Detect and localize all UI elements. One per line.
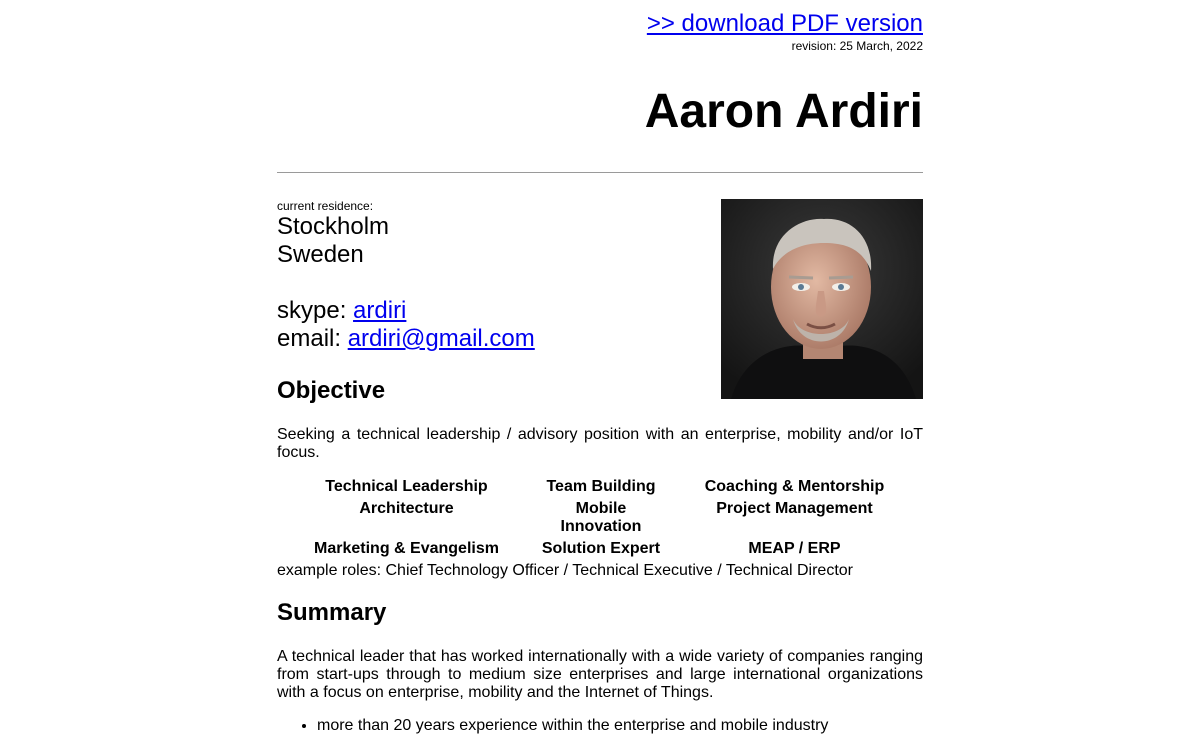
skill-item: Solution Expert [541, 540, 661, 557]
summary-text: A technical leader that has worked internationally with a wide variety of companies ranging from start-ups through to medium size enterprises and large international organizations with a focus on enterprise, mobility and the Internet of Things. [277, 648, 923, 701]
summary-bullets [277, 717, 828, 735]
objective-heading: Objective [277, 377, 386, 404]
example-roles: example roles: Chief Technology Officer / Technical Executive / Technical Director [277, 562, 853, 579]
list-item: • more than 20 years experience within the enterprise and mobile industry [317, 717, 828, 735]
email-link[interactable]: ardiri@gmail.com [347, 325, 535, 352]
skill-item: Architecture [359, 500, 454, 517]
residence-country: Sweden [277, 241, 364, 268]
residence-city: Stockholm [277, 213, 390, 240]
summary-heading: Summary [277, 599, 387, 626]
revision-date: revision: 25 March, 2022 [791, 39, 923, 53]
skill-item: Mobile Innovation [560, 500, 642, 535]
skill-item: MEAP / ERP [748, 540, 841, 557]
skill-item: Team Building [546, 478, 656, 495]
portrait-image [721, 199, 923, 399]
objective-text: Seeking a technical leadership / advisory position with an enterprise, mobility and/or IoT focus. [277, 426, 923, 461]
skype-label: skype: [277, 297, 347, 324]
residence-label: current residence: [277, 199, 374, 213]
download-pdf-link[interactable]: >> download PDF version [646, 10, 923, 37]
profile-photo [721, 199, 923, 399]
skype-link[interactable]: ardiri [353, 297, 407, 324]
skill-item: Coaching & Mentorship [704, 478, 885, 495]
page-title: Aaron Ardiri [644, 85, 923, 138]
skill-item: Marketing & Evangelism [314, 540, 499, 557]
skills-grid [277, 478, 923, 558]
header-divider [277, 172, 923, 173]
skype-line [277, 297, 406, 325]
email-line [277, 325, 535, 353]
skill-item: Project Management [716, 500, 873, 517]
email-label: email: [277, 325, 342, 352]
skill-item: Technical Leadership [325, 478, 488, 495]
